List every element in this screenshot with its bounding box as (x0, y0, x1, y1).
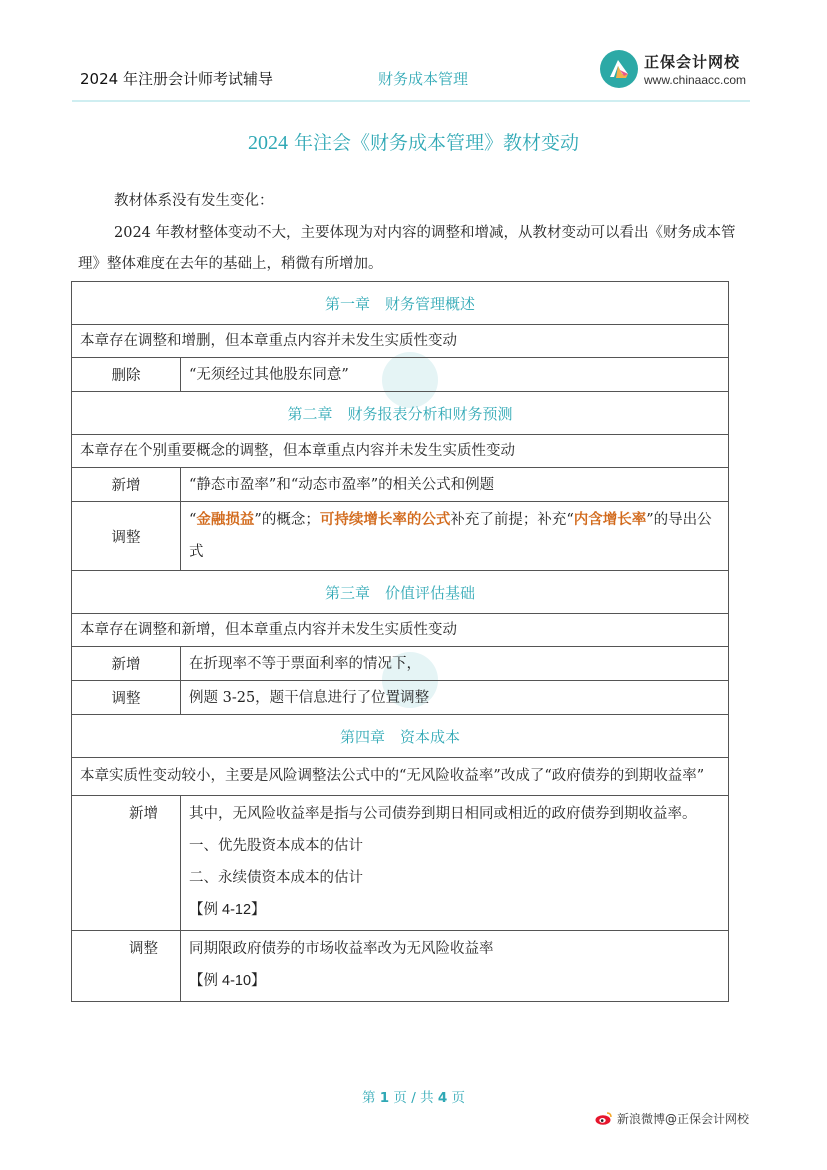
highlight-term: 内含增长率 (573, 512, 647, 528)
chapter-summary-row (72, 325, 729, 358)
change-content (181, 796, 729, 931)
change-content (181, 931, 729, 1002)
change-type: 调整 (72, 681, 181, 715)
chapter-heading-row (72, 282, 729, 325)
weibo-credit (595, 1110, 749, 1127)
chapter-summary-row (72, 614, 729, 647)
change-content: “静态市盈率”和“动态市盈率”的相关公式和例题 (181, 468, 729, 502)
page-header (80, 46, 750, 102)
document-title (0, 128, 827, 155)
text-segment: 补充了前提；补充“ (450, 512, 574, 528)
page-mid: 页 / 共 (389, 1090, 438, 1106)
text-segment: “ (189, 512, 197, 528)
content-line: 一、优先股资本成本的估计 (189, 838, 363, 854)
change-content: 在折现率不等于票面利率的情况下， (181, 647, 729, 681)
changes-table (71, 281, 729, 1002)
change-content (181, 502, 729, 571)
chapter-heading: 第三章 价值评估基础 (72, 571, 729, 614)
intro-paragraph-1: 教材体系没有发生变化： (114, 193, 274, 209)
chapter-summary: 本章存在个别重要概念的调整，但本章重点内容并未发生实质性变动 (72, 435, 729, 468)
header-divider (72, 100, 750, 102)
chapter-heading: 第二章 财务报表分析和财务预测 (72, 392, 729, 435)
chapter-summary: 本章实质性变动较小，主要是风险调整法公式中的“无风险收益率”改成了“政府债券的到期收益率” (72, 758, 729, 796)
table-row (72, 502, 729, 571)
text-segment: ”的导出公式 (189, 512, 712, 560)
example-ref: 【例 4-12】 (189, 902, 266, 918)
page-prefix: 第 (361, 1090, 380, 1106)
change-content: 例题 3-25，题干信息进行了位置调整 (181, 681, 729, 715)
weibo-icon (595, 1111, 613, 1125)
chapter-summary: 本章存在调整和新增，但本章重点内容并未发生实质性变动 (72, 614, 729, 647)
logo-url: www.chinaacc.com (644, 73, 747, 87)
weibo-text: 新浪微博@正保会计网校 (617, 1112, 750, 1126)
chapter-summary: 本章存在调整和增删，但本章重点内容并未发生实质性变动 (72, 325, 729, 358)
title-text: 年注会《财务成本管理》教材变动 (287, 132, 580, 154)
table-row (72, 647, 729, 681)
table-row (72, 796, 729, 931)
text-segment: ”的概念； (254, 512, 320, 528)
header-course-title: 2024 年注册会计师考试辅导 (80, 70, 273, 88)
content-line: 其中，无风险收益率是指与公司债券到期日相同或相近的政府债券到期收益率。 (189, 806, 697, 822)
page-indicator (0, 1086, 827, 1106)
page-current: 1 (379, 1090, 390, 1106)
table-row (72, 358, 729, 392)
logo-name: 正保会计网校 (644, 53, 741, 71)
page-suffix: 页 (447, 1090, 466, 1106)
change-type: 删除 (72, 358, 181, 392)
brand-logo (600, 48, 750, 92)
chapter-heading: 第四章 资本成本 (72, 715, 729, 758)
title-year: 2024 (247, 132, 288, 154)
chapter-heading: 第一章 财务管理概述 (72, 282, 729, 325)
change-type: 新增 (72, 796, 181, 931)
chapter-heading-row (72, 715, 729, 758)
content-line: 同期限政府债券的市场收益率改为无风险收益率 (189, 941, 494, 957)
chapter-heading-row (72, 571, 729, 614)
table-row (72, 468, 729, 502)
highlight-term: 金融损益 (196, 512, 255, 528)
example-ref: 【例 4-10】 (189, 973, 266, 989)
change-type: 调整 (72, 502, 181, 571)
change-type: 新增 (72, 468, 181, 502)
content-line: 二、永续债资本成本的估计 (189, 870, 363, 886)
change-type: 新增 (72, 647, 181, 681)
highlight-term: 可持续增长率的公式 (319, 512, 451, 528)
change-type: 调整 (72, 931, 181, 1002)
header-subject: 财务成本管理 (378, 70, 469, 88)
intro-paragraph-2: 2024 年教材整体变动不大，主要体现为对内容的调整和增减，从教材变动可以看出《财务成本管理》整体难度在去年的基础上，稍微有所增加。 (78, 225, 736, 272)
table-row (72, 931, 729, 1002)
chapter-summary-row (72, 435, 729, 468)
change-content: “无须经过其他股东同意” (181, 358, 729, 392)
chapter-heading-row (72, 392, 729, 435)
table-row (72, 681, 729, 715)
page-total: 4 (437, 1090, 448, 1106)
chapter-summary-row (72, 758, 729, 796)
logo-mark-icon (600, 50, 638, 88)
